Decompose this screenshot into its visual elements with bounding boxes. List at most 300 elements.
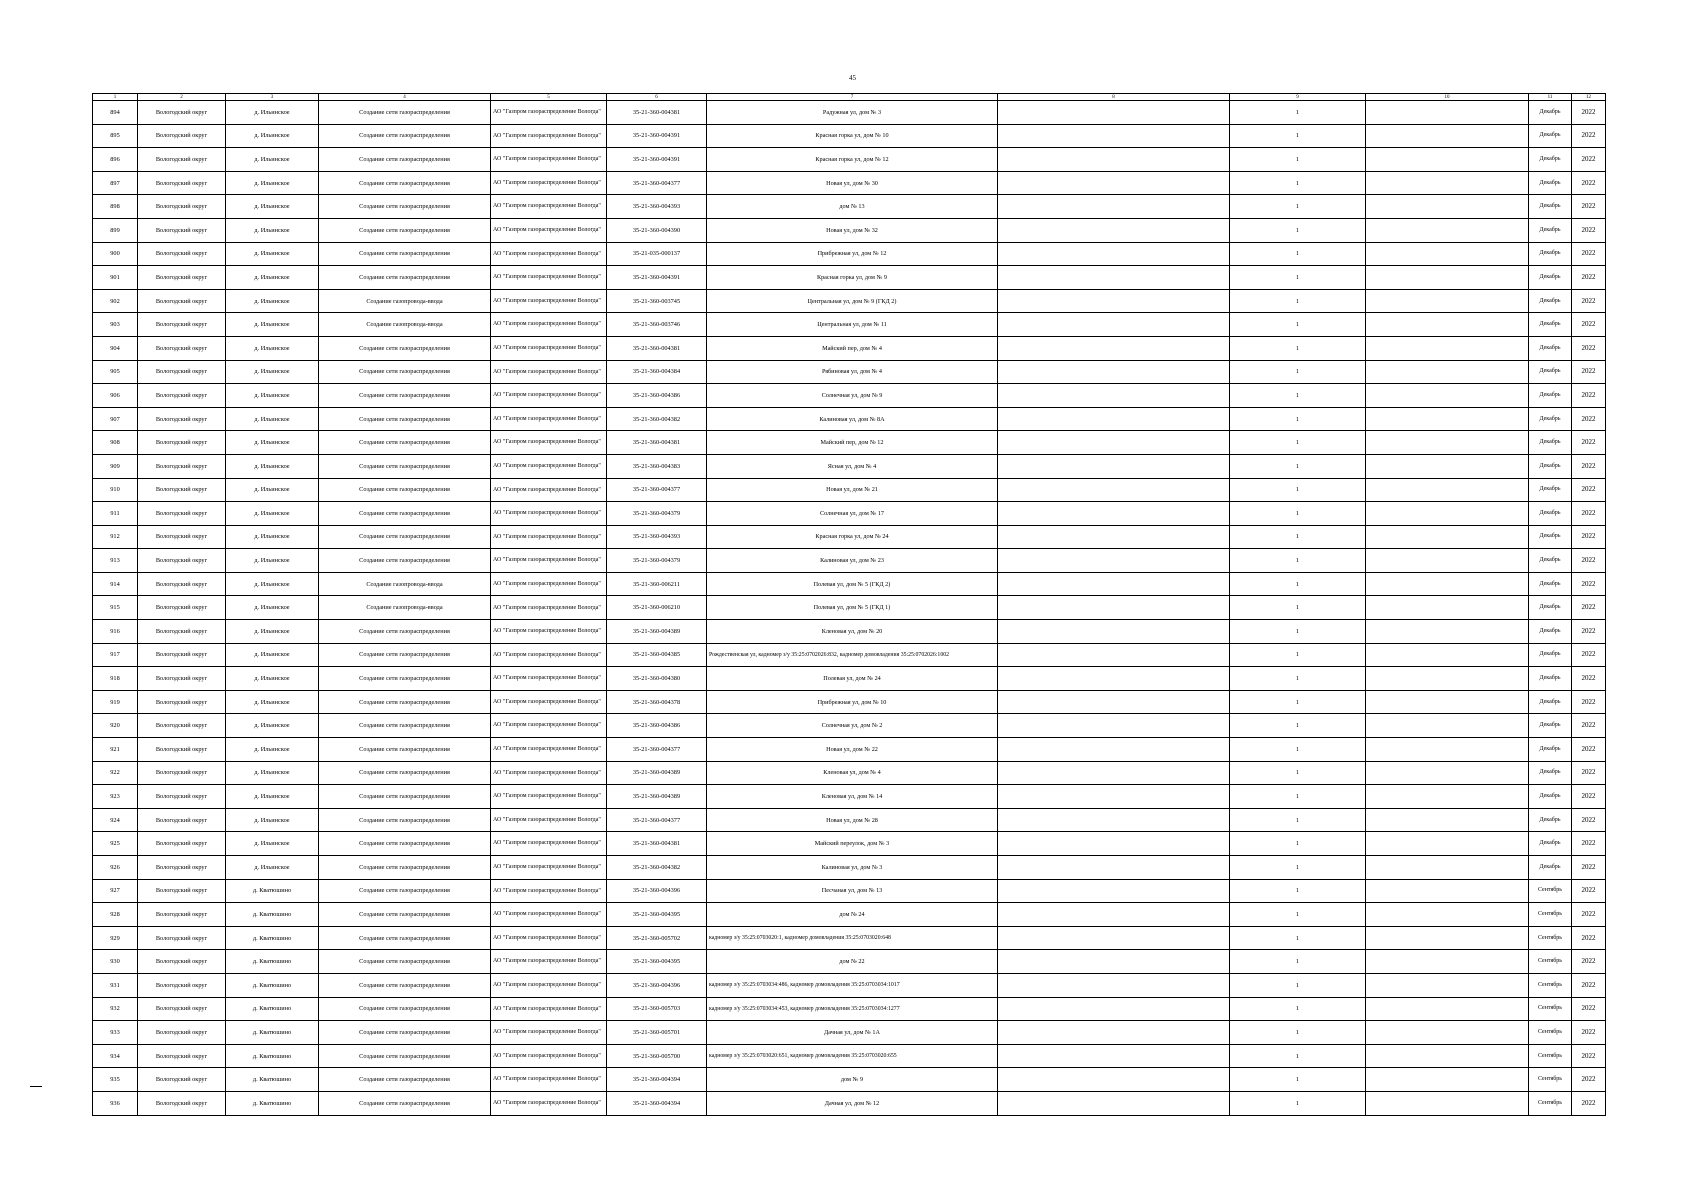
row-number-cell: 895	[93, 124, 138, 148]
column-10-cell	[1366, 124, 1529, 148]
address-cell: дом № 9	[707, 1068, 998, 1092]
customer-cell: АО "Газпром газораспределение Вологда"	[491, 1021, 607, 1045]
settlement-cell: д. Кватюшино	[226, 997, 319, 1021]
work-type-cell: Создание сети газораспределения	[319, 785, 491, 809]
district-cell: Вологодский округ	[138, 549, 226, 573]
row-number-cell: 931	[93, 973, 138, 997]
quantity-cell: 1	[1230, 1091, 1366, 1115]
month-cell: Декабрь	[1529, 478, 1572, 502]
customer-cell: АО "Газпром газораспределение Вологда"	[491, 478, 607, 502]
column-number: 6	[607, 94, 707, 101]
column-10-cell	[1366, 407, 1529, 431]
quantity-cell: 1	[1230, 596, 1366, 620]
object-code-cell: 35-21-360-004381	[607, 336, 707, 360]
work-type-cell: Создание газопровода-ввода	[319, 289, 491, 313]
settlement-cell: д. Ильинское	[226, 454, 319, 478]
row-number-cell: 916	[93, 620, 138, 644]
quantity-cell: 1	[1230, 761, 1366, 785]
address-cell: Солнечная ул, дом № 17	[707, 502, 998, 526]
row-number-cell: 905	[93, 360, 138, 384]
table-row	[93, 997, 1606, 1021]
month-cell: Декабрь	[1529, 785, 1572, 809]
object-code-cell: 35-21-360-004377	[607, 808, 707, 832]
district-cell: Вологодский округ	[138, 643, 226, 667]
customer-cell: АО "Газпром газораспределение Вологда"	[491, 1044, 607, 1068]
object-code-cell: 35-21-360-005700	[607, 1044, 707, 1068]
quantity-cell: 1	[1230, 525, 1366, 549]
district-cell: Вологодский округ	[138, 407, 226, 431]
column-8-cell	[998, 1091, 1230, 1115]
table-row	[93, 266, 1606, 290]
table-row	[93, 1044, 1606, 1068]
column-10-cell	[1366, 950, 1529, 974]
row-number-cell: 908	[93, 431, 138, 455]
object-code-cell: 35-21-360-004389	[607, 785, 707, 809]
work-type-cell: Создание сети газораспределения	[319, 926, 491, 950]
column-8-cell	[998, 266, 1230, 290]
address-cell: Полевая ул, дом № 24	[707, 667, 998, 691]
settlement-cell: д. Ильинское	[226, 832, 319, 856]
customer-cell: АО "Газпром газораспределение Вологда"	[491, 950, 607, 974]
district-cell: Вологодский округ	[138, 289, 226, 313]
column-8-cell	[998, 1044, 1230, 1068]
address-cell: Рождественская ул, кадномер з/у 35:25:0702026:832, кадномер домовладения 35:25:0702026:1002	[707, 643, 998, 667]
column-10-cell	[1366, 903, 1529, 927]
object-code-cell: 35-21-360-004379	[607, 549, 707, 573]
work-type-cell: Создание сети газораспределения	[319, 973, 491, 997]
table-row	[93, 643, 1606, 667]
column-8-cell	[998, 572, 1230, 596]
object-code-cell: 35-21-360-004377	[607, 478, 707, 502]
month-cell: Сентябрь	[1529, 1021, 1572, 1045]
table-row	[93, 856, 1606, 880]
work-type-cell: Создание газопровода-ввода	[319, 596, 491, 620]
row-number-cell: 926	[93, 856, 138, 880]
year-cell: 2022	[1572, 690, 1606, 714]
column-number: 1	[93, 94, 138, 101]
month-cell: Декабрь	[1529, 620, 1572, 644]
settlement-cell: д. Ильинское	[226, 171, 319, 195]
quantity-cell: 1	[1230, 218, 1366, 242]
row-number-cell: 894	[93, 101, 138, 125]
month-cell: Сентябрь	[1529, 1068, 1572, 1092]
column-8-cell	[998, 1021, 1230, 1045]
customer-cell: АО "Газпром газораспределение Вологда"	[491, 572, 607, 596]
customer-cell: АО "Газпром газораспределение Вологда"	[491, 1068, 607, 1092]
quantity-cell: 1	[1230, 572, 1366, 596]
quantity-cell: 1	[1230, 101, 1366, 125]
month-cell: Декабрь	[1529, 384, 1572, 408]
settlement-cell: д. Ильинское	[226, 856, 319, 880]
settlement-cell: д. Ильинское	[226, 643, 319, 667]
object-code-cell: 35-21-360-004391	[607, 148, 707, 172]
year-cell: 2022	[1572, 549, 1606, 573]
address-cell: Майский переулок, дом № 3	[707, 832, 998, 856]
month-cell: Сентябрь	[1529, 903, 1572, 927]
settlement-cell: д. Ильинское	[226, 525, 319, 549]
quantity-cell: 1	[1230, 384, 1366, 408]
column-8-cell	[998, 384, 1230, 408]
district-cell: Вологодский округ	[138, 454, 226, 478]
quantity-cell: 1	[1230, 549, 1366, 573]
address-cell: Кленовая ул, дом № 20	[707, 620, 998, 644]
table-row	[93, 785, 1606, 809]
quantity-cell: 1	[1230, 502, 1366, 526]
year-cell: 2022	[1572, 431, 1606, 455]
row-number-cell: 915	[93, 596, 138, 620]
work-type-cell: Создание сети газораспределения	[319, 242, 491, 266]
year-cell: 2022	[1572, 407, 1606, 431]
address-cell: Калиновая ул, дом № 8А	[707, 407, 998, 431]
column-8-cell	[998, 738, 1230, 762]
column-8-cell	[998, 289, 1230, 313]
customer-cell: АО "Газпром газораспределение Вологда"	[491, 738, 607, 762]
column-8-cell	[998, 714, 1230, 738]
month-cell: Декабрь	[1529, 643, 1572, 667]
table-row	[93, 218, 1606, 242]
column-number: 12	[1572, 94, 1606, 101]
table-row	[93, 620, 1606, 644]
settlement-cell: д. Ильинское	[226, 738, 319, 762]
district-cell: Вологодский округ	[138, 596, 226, 620]
settlement-cell: д. Ильинское	[226, 690, 319, 714]
month-cell: Декабрь	[1529, 808, 1572, 832]
gas-objects-table	[92, 93, 1606, 1116]
column-number-row	[93, 94, 1606, 101]
work-type-cell: Создание сети газораспределения	[319, 620, 491, 644]
address-cell: Полевая ул, дом № 5 (ГКД 1)	[707, 596, 998, 620]
column-10-cell	[1366, 336, 1529, 360]
customer-cell: АО "Газпром газораспределение Вологда"	[491, 667, 607, 691]
column-8-cell	[998, 596, 1230, 620]
column-10-cell	[1366, 1091, 1529, 1115]
column-number: 8	[998, 94, 1230, 101]
customer-cell: АО "Газпром газораспределение Вологда"	[491, 620, 607, 644]
work-type-cell: Создание сети газораспределения	[319, 171, 491, 195]
object-code-cell: 35-21-360-004380	[607, 667, 707, 691]
settlement-cell: д. Кватюшино	[226, 973, 319, 997]
column-10-cell	[1366, 502, 1529, 526]
column-number: 3	[226, 94, 319, 101]
row-number-cell: 896	[93, 148, 138, 172]
settlement-cell: д. Кватюшино	[226, 903, 319, 927]
work-type-cell: Создание сети газораспределения	[319, 478, 491, 502]
object-code-cell: 35-21-360-004395	[607, 950, 707, 974]
district-cell: Вологодский округ	[138, 431, 226, 455]
row-number-cell: 929	[93, 926, 138, 950]
work-type-cell: Создание сети газораспределения	[319, 101, 491, 125]
object-code-cell: 35-21-360-005702	[607, 926, 707, 950]
address-cell: Майский пер, дом № 12	[707, 431, 998, 455]
work-type-cell: Создание сети газораспределения	[319, 384, 491, 408]
district-cell: Вологодский округ	[138, 997, 226, 1021]
quantity-cell: 1	[1230, 690, 1366, 714]
year-cell: 2022	[1572, 218, 1606, 242]
table-row	[93, 360, 1606, 384]
work-type-cell: Создание сети газораспределения	[319, 643, 491, 667]
month-cell: Декабрь	[1529, 101, 1572, 125]
quantity-cell: 1	[1230, 266, 1366, 290]
year-cell: 2022	[1572, 1044, 1606, 1068]
quantity-cell: 1	[1230, 1021, 1366, 1045]
margin-mark	[30, 1086, 42, 1087]
district-cell: Вологодский округ	[138, 195, 226, 219]
year-cell: 2022	[1572, 384, 1606, 408]
month-cell: Декабрь	[1529, 714, 1572, 738]
year-cell: 2022	[1572, 525, 1606, 549]
table-row	[93, 336, 1606, 360]
object-code-cell: 35-21-360-004396	[607, 973, 707, 997]
month-cell: Декабрь	[1529, 171, 1572, 195]
row-number-cell: 909	[93, 454, 138, 478]
row-number-cell: 914	[93, 572, 138, 596]
row-number-cell: 904	[93, 336, 138, 360]
customer-cell: АО "Газпром газораспределение Вологда"	[491, 1091, 607, 1115]
year-cell: 2022	[1572, 195, 1606, 219]
month-cell: Декабрь	[1529, 218, 1572, 242]
column-10-cell	[1366, 171, 1529, 195]
column-10-cell	[1366, 643, 1529, 667]
customer-cell: АО "Газпром газораспределение Вологда"	[491, 643, 607, 667]
column-8-cell	[998, 620, 1230, 644]
column-10-cell	[1366, 785, 1529, 809]
year-cell: 2022	[1572, 171, 1606, 195]
year-cell: 2022	[1572, 879, 1606, 903]
work-type-cell: Создание сети газораспределения	[319, 525, 491, 549]
district-cell: Вологодский округ	[138, 903, 226, 927]
column-8-cell	[998, 879, 1230, 903]
district-cell: Вологодский округ	[138, 832, 226, 856]
year-cell: 2022	[1572, 266, 1606, 290]
table-row	[93, 738, 1606, 762]
row-number-cell: 911	[93, 502, 138, 526]
district-cell: Вологодский округ	[138, 620, 226, 644]
address-cell: Майский пер, дом № 4	[707, 336, 998, 360]
settlement-cell: д. Ильинское	[226, 620, 319, 644]
table-row	[93, 1068, 1606, 1092]
quantity-cell: 1	[1230, 454, 1366, 478]
year-cell: 2022	[1572, 643, 1606, 667]
address-cell: дом № 24	[707, 903, 998, 927]
table-row	[93, 313, 1606, 337]
row-number-cell: 928	[93, 903, 138, 927]
column-8-cell	[998, 101, 1230, 125]
quantity-cell: 1	[1230, 1068, 1366, 1092]
table-row	[93, 667, 1606, 691]
table-row	[93, 714, 1606, 738]
quantity-cell: 1	[1230, 407, 1366, 431]
district-cell: Вологодский округ	[138, 336, 226, 360]
district-cell: Вологодский округ	[138, 101, 226, 125]
object-code-cell: 35-21-360-006211	[607, 572, 707, 596]
object-code-cell: 35-21-360-004381	[607, 101, 707, 125]
settlement-cell: д. Ильинское	[226, 785, 319, 809]
address-cell: Рябиновая ул, дом № 4	[707, 360, 998, 384]
column-10-cell	[1366, 549, 1529, 573]
settlement-cell: д. Кватюшино	[226, 1068, 319, 1092]
table-row	[93, 1091, 1606, 1115]
settlement-cell: д. Ильинское	[226, 313, 319, 337]
column-8-cell	[998, 171, 1230, 195]
settlement-cell: д. Ильинское	[226, 714, 319, 738]
column-8-cell	[998, 360, 1230, 384]
row-number-cell: 930	[93, 950, 138, 974]
settlement-cell: д. Ильинское	[226, 667, 319, 691]
month-cell: Сентябрь	[1529, 926, 1572, 950]
table-row	[93, 973, 1606, 997]
object-code-cell: 35-21-360-004379	[607, 502, 707, 526]
table-row	[93, 289, 1606, 313]
row-number-cell: 897	[93, 171, 138, 195]
month-cell: Декабрь	[1529, 690, 1572, 714]
object-code-cell: 35-21-360-004377	[607, 738, 707, 762]
table-row	[93, 195, 1606, 219]
address-cell: дом № 22	[707, 950, 998, 974]
address-cell: кадномер з/у 35:25:0703020:651, кадномер домовладения 35:25:0703020:655	[707, 1044, 998, 1068]
district-cell: Вологодский округ	[138, 525, 226, 549]
table-row	[93, 596, 1606, 620]
year-cell: 2022	[1572, 785, 1606, 809]
quantity-cell: 1	[1230, 195, 1366, 219]
column-8-cell	[998, 808, 1230, 832]
table-row	[93, 879, 1606, 903]
work-type-cell: Создание сети газораспределения	[319, 124, 491, 148]
quantity-cell: 1	[1230, 832, 1366, 856]
customer-cell: АО "Газпром газораспределение Вологда"	[491, 266, 607, 290]
settlement-cell: д. Ильинское	[226, 596, 319, 620]
customer-cell: АО "Газпром газораспределение Вологда"	[491, 785, 607, 809]
customer-cell: АО "Газпром газораспределение Вологда"	[491, 714, 607, 738]
work-type-cell: Создание сети газораспределения	[319, 903, 491, 927]
year-cell: 2022	[1572, 101, 1606, 125]
quantity-cell: 1	[1230, 714, 1366, 738]
column-8-cell	[998, 667, 1230, 691]
address-cell: Ясная ул, дом № 4	[707, 454, 998, 478]
row-number-cell: 898	[93, 195, 138, 219]
quantity-cell: 1	[1230, 242, 1366, 266]
month-cell: Декабрь	[1529, 195, 1572, 219]
month-cell: Декабрь	[1529, 502, 1572, 526]
table-row	[93, 502, 1606, 526]
row-number-cell: 933	[93, 1021, 138, 1045]
district-cell: Вологодский округ	[138, 761, 226, 785]
year-cell: 2022	[1572, 1068, 1606, 1092]
quantity-cell: 1	[1230, 148, 1366, 172]
address-cell: Калиновая ул, дом № 23	[707, 549, 998, 573]
month-cell: Декабрь	[1529, 832, 1572, 856]
object-code-cell: 35-21-360-004381	[607, 832, 707, 856]
column-10-cell	[1366, 714, 1529, 738]
month-cell: Декабрь	[1529, 738, 1572, 762]
work-type-cell: Создание сети газораспределения	[319, 360, 491, 384]
year-cell: 2022	[1572, 454, 1606, 478]
month-cell: Декабрь	[1529, 572, 1572, 596]
object-code-cell: 35-21-360-004378	[607, 690, 707, 714]
column-8-cell	[998, 832, 1230, 856]
column-8-cell	[998, 761, 1230, 785]
column-8-cell	[998, 549, 1230, 573]
quantity-cell: 1	[1230, 431, 1366, 455]
work-type-cell: Создание сети газораспределения	[319, 195, 491, 219]
address-cell: Новая ул, дом № 22	[707, 738, 998, 762]
district-cell: Вологодский округ	[138, 879, 226, 903]
district-cell: Вологодский округ	[138, 808, 226, 832]
quantity-cell: 1	[1230, 950, 1366, 974]
work-type-cell: Создание сети газораспределения	[319, 266, 491, 290]
column-10-cell	[1366, 101, 1529, 125]
month-cell: Декабрь	[1529, 242, 1572, 266]
table-row	[93, 926, 1606, 950]
column-10-cell	[1366, 384, 1529, 408]
address-cell: Красная горка ул, дом № 10	[707, 124, 998, 148]
year-cell: 2022	[1572, 148, 1606, 172]
table-row	[93, 148, 1606, 172]
year-cell: 2022	[1572, 478, 1606, 502]
row-number-cell: 901	[93, 266, 138, 290]
customer-cell: АО "Газпром газораспределение Вологда"	[491, 384, 607, 408]
district-cell: Вологодский округ	[138, 148, 226, 172]
column-10-cell	[1366, 360, 1529, 384]
work-type-cell: Создание сети газораспределения	[319, 454, 491, 478]
table-row	[93, 478, 1606, 502]
district-cell: Вологодский округ	[138, 266, 226, 290]
year-cell: 2022	[1572, 761, 1606, 785]
table-row	[93, 101, 1606, 125]
work-type-cell: Создание сети газораспределения	[319, 738, 491, 762]
address-cell: Дачная ул, дом № 1А	[707, 1021, 998, 1045]
settlement-cell: д. Ильинское	[226, 808, 319, 832]
year-cell: 2022	[1572, 242, 1606, 266]
customer-cell: АО "Газпром газораспределение Вологда"	[491, 973, 607, 997]
column-8-cell	[998, 785, 1230, 809]
settlement-cell: д. Кватюшино	[226, 926, 319, 950]
month-cell: Декабрь	[1529, 761, 1572, 785]
column-8-cell	[998, 643, 1230, 667]
settlement-cell: д. Ильинское	[226, 407, 319, 431]
month-cell: Сентябрь	[1529, 997, 1572, 1021]
work-type-cell: Создание сети газораспределения	[319, 549, 491, 573]
settlement-cell: д. Ильинское	[226, 218, 319, 242]
object-code-cell: 35-21-360-005703	[607, 997, 707, 1021]
month-cell: Декабрь	[1529, 336, 1572, 360]
quantity-cell: 1	[1230, 643, 1366, 667]
month-cell: Декабрь	[1529, 525, 1572, 549]
row-number-cell: 935	[93, 1068, 138, 1092]
row-number-cell: 924	[93, 808, 138, 832]
quantity-cell: 1	[1230, 620, 1366, 644]
object-code-cell: 35-21-360-004386	[607, 384, 707, 408]
address-cell: кадномер з/у 35:25:0703034:453, кадномер домовладения 35:25:0703034:1277	[707, 997, 998, 1021]
customer-cell: АО "Газпром газораспределение Вологда"	[491, 454, 607, 478]
month-cell: Декабрь	[1529, 856, 1572, 880]
settlement-cell: д. Кватюшино	[226, 950, 319, 974]
customer-cell: АО "Газпром газораспределение Вологда"	[491, 289, 607, 313]
year-cell: 2022	[1572, 973, 1606, 997]
row-number-cell: 921	[93, 738, 138, 762]
column-10-cell	[1366, 808, 1529, 832]
column-8-cell	[998, 926, 1230, 950]
year-cell: 2022	[1572, 289, 1606, 313]
address-cell: Новая ул, дом № 32	[707, 218, 998, 242]
work-type-cell: Создание сети газораспределения	[319, 336, 491, 360]
address-cell: Прибрежная ул, дом № 10	[707, 690, 998, 714]
address-cell: Радужная ул, дом № 3	[707, 101, 998, 125]
table-row	[93, 950, 1606, 974]
column-8-cell	[998, 454, 1230, 478]
month-cell: Сентябрь	[1529, 950, 1572, 974]
column-10-cell	[1366, 738, 1529, 762]
district-cell: Вологодский округ	[138, 950, 226, 974]
